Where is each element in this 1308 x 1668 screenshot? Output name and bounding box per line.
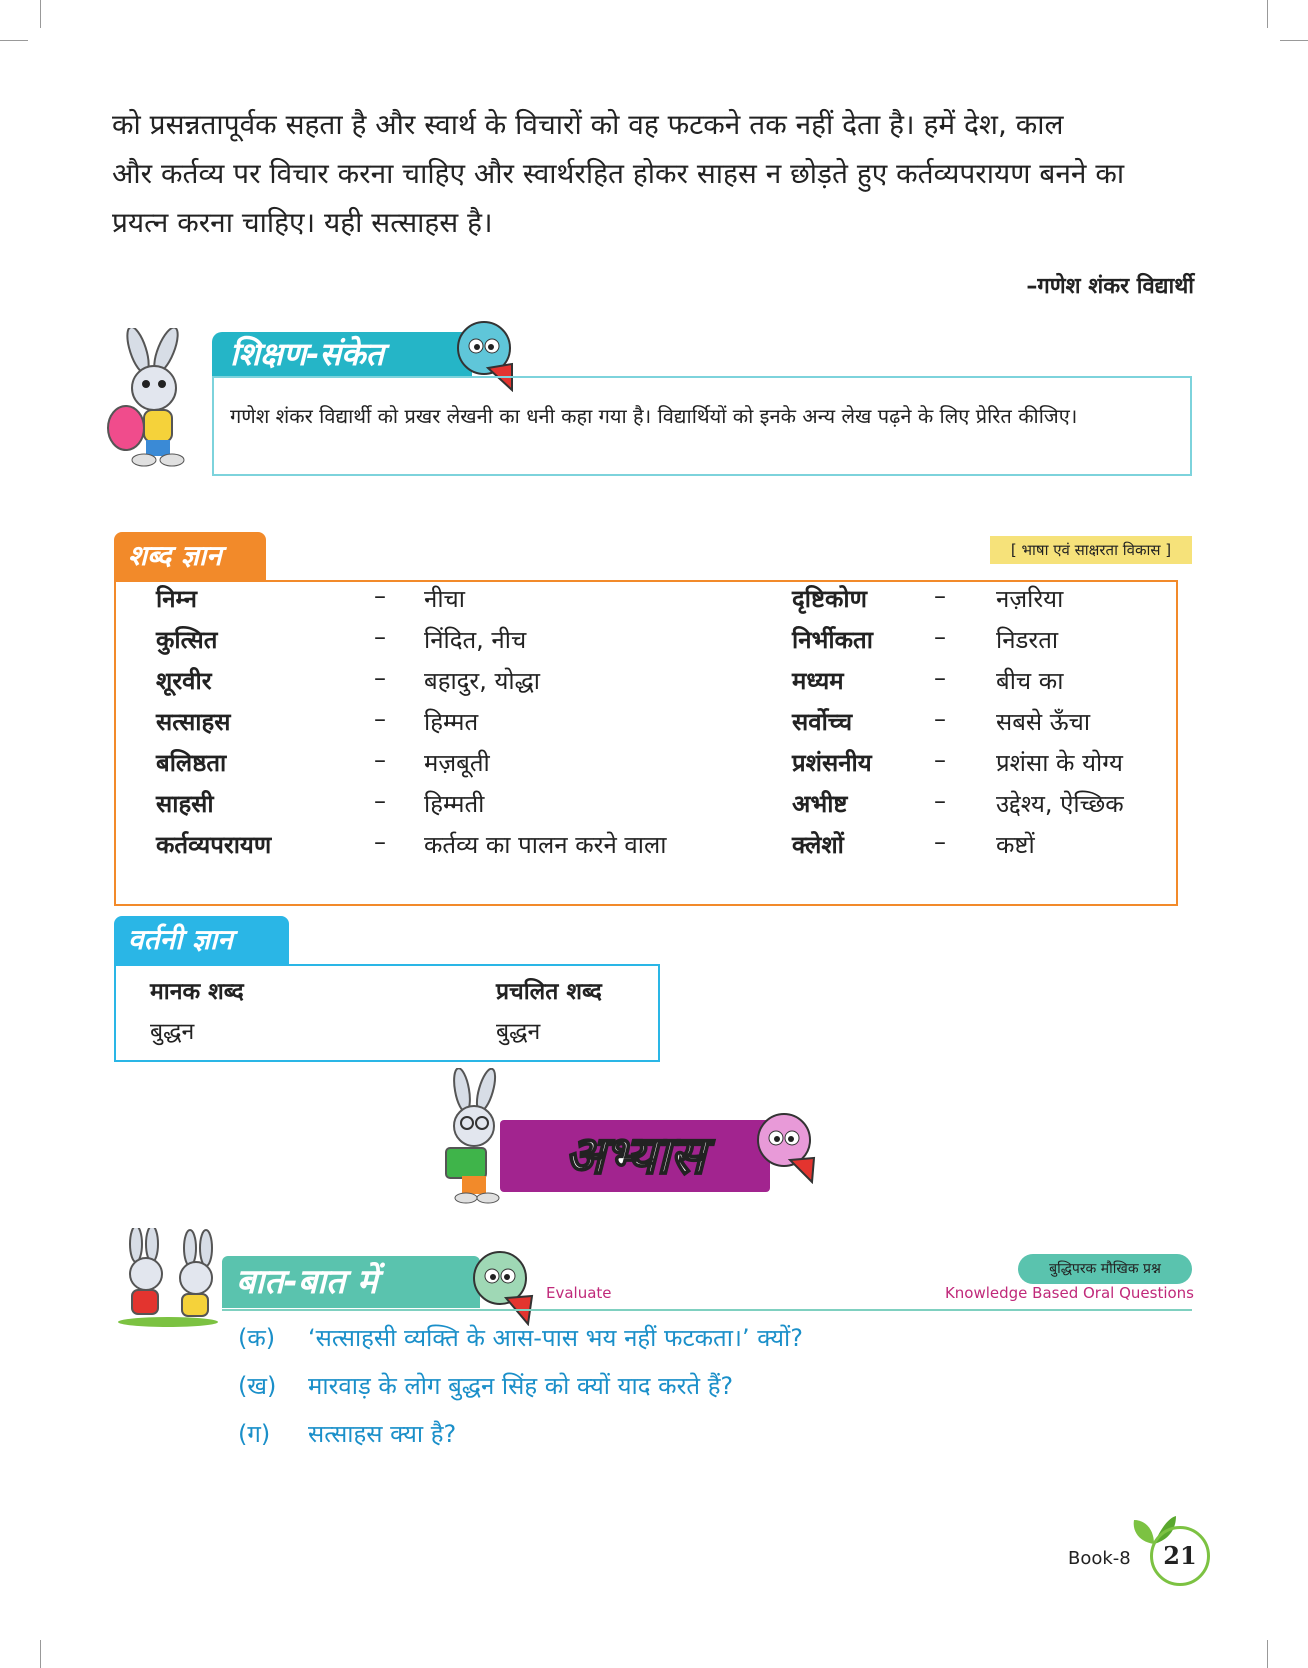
vocab-meaning: हिम्मती (424, 790, 485, 818)
vocab-dash: – (374, 787, 386, 815)
passage (112, 100, 1192, 247)
vocab-word: शूरवीर (156, 667, 212, 695)
evaluate-label: Evaluate (546, 1284, 612, 1302)
question-item (238, 1362, 803, 1410)
passage-line: और कर्तव्य पर विचार करना चाहिए और स्वार्थरहित होकर साहस न छोड़ते हुए कर्तव्यपरायण बनने का (112, 157, 1125, 190)
pink-pencil-mascot-icon (752, 1108, 822, 1184)
rabbit-mascot-icon (100, 328, 204, 468)
question-label: (ग) (238, 1420, 271, 1448)
spelling-col2-value: बुद्धन (496, 1019, 541, 1045)
question-label: (ख) (238, 1372, 277, 1400)
vocab-meaning: सबसे ऊँचा (996, 708, 1091, 736)
question-text: सत्साहस क्या है? (308, 1420, 457, 1448)
vocab-meaning: मज़बूती (424, 749, 490, 777)
vocab-word: मध्यम (792, 667, 844, 695)
spelling-box (114, 964, 660, 1062)
vocab-meaning: प्रशंसा के योग्य (996, 749, 1123, 777)
oral-category-english: Knowledge Based Oral Questions (944, 1284, 1194, 1302)
vocabulary-title: शब्द ज्ञान (114, 532, 266, 580)
vocabulary-box (114, 580, 1178, 906)
oral-category-badge: बुद्धिपरक मौखिक प्रश्न (1018, 1254, 1192, 1284)
vocab-meaning: बहादुर, योद्धा (424, 667, 541, 695)
skill-label: [ भाषा एवं साक्षरता विकास ] (990, 536, 1192, 564)
crop-mark (1267, 1640, 1268, 1668)
teaching-hint-title: शिक्षण-संकेत (212, 332, 472, 376)
vocab-meaning: कष्टों (996, 831, 1035, 859)
vocab-dash: – (374, 705, 386, 733)
vocab-word: दृष्टिकोण (792, 585, 867, 613)
vocab-word: साहसी (156, 790, 214, 818)
crop-mark (40, 1640, 41, 1668)
vocab-dash: – (374, 582, 386, 610)
book-label: Book-8 (1068, 1548, 1131, 1569)
passage-line: को प्रसन्नतापूर्वक सहता है और स्वार्थ के विचारों को वह फटकने तक नहीं देता है। हमें देश, काल (112, 108, 1064, 141)
question-list (238, 1314, 803, 1458)
vocab-meaning: उद्देश्य, ऐच्छिक (996, 790, 1124, 818)
vocab-word: निम्न (156, 585, 197, 613)
vocab-dash: – (934, 623, 946, 651)
vocab-dash: – (934, 705, 946, 733)
oral-questions-title: बात-बात में (222, 1256, 480, 1308)
vocab-dash: – (374, 623, 386, 651)
vocab-meaning: हिम्मत (424, 708, 479, 736)
vocab-word: निर्भीकता (792, 626, 873, 654)
page-number: 21 (1150, 1526, 1210, 1586)
spelling-col2-header: प्रचलित शब्द (496, 979, 602, 1005)
vocab-word: क्लेशों (792, 831, 844, 859)
vocab-meaning: निंदित, नीच (424, 626, 527, 654)
vocab-dash: – (374, 664, 386, 692)
question-item (238, 1410, 803, 1458)
rabbit-pair-icon (108, 1228, 226, 1328)
passage-line: प्रयत्न करना चाहिए। यही सत्साहस है। (112, 206, 493, 239)
vocab-word: अभीष्ट (792, 790, 848, 818)
crop-mark (0, 40, 28, 41)
vocab-word: सत्साहस (156, 708, 231, 736)
vocab-dash: – (934, 787, 946, 815)
vocab-word: कर्तव्यपरायण (156, 831, 272, 859)
vocab-word: प्रशंसनीय (792, 749, 872, 777)
vocab-word: सर्वोच्च (792, 708, 853, 736)
author-credit: –गणेश शंकर विद्यार्थी (1026, 274, 1194, 299)
vocab-meaning: नीचा (424, 585, 465, 613)
vocab-dash: – (934, 746, 946, 774)
spelling-col1-value: बुद्धन (150, 1019, 195, 1045)
crop-mark (40, 0, 41, 28)
crop-mark (1280, 40, 1308, 41)
vocab-dash: – (374, 746, 386, 774)
vocab-word: बलिष्ठता (156, 749, 227, 777)
teaching-hint-box (212, 376, 1192, 476)
vocab-dash: – (934, 828, 946, 856)
vocab-dash: – (934, 582, 946, 610)
question-text: ‘सत्साहसी व्यक्ति के आस-पास भय नहीं फटकता।’ क्यों? (308, 1324, 803, 1352)
divider (222, 1309, 1192, 1311)
vocab-meaning: कर्तव्य का पालन करने वाला (424, 831, 667, 859)
question-item (238, 1314, 803, 1362)
teaching-hint-text: गणेश शंकर विद्यार्थी को प्रखर लेखनी का धनी कहा गया है। विद्यार्थियों को इनके अन्य लेख पढ़ने के लिए प्रेरित कीजिए। (230, 404, 1078, 428)
vocab-dash: – (934, 664, 946, 692)
vocab-meaning: नज़रिया (996, 585, 1064, 613)
exercise-banner: अभ्यास (500, 1120, 770, 1192)
spelling-col1-header: मानक शब्द (150, 979, 244, 1005)
vocab-word: कुत्सित (156, 626, 218, 654)
vocab-meaning: बीच का (996, 667, 1064, 695)
question-label: (क) (238, 1324, 276, 1352)
spelling-title: वर्तनी ज्ञान (114, 916, 289, 964)
question-text: मारवाड़ के लोग बुद्धन सिंह को क्यों याद करते हैं? (308, 1372, 734, 1400)
crop-mark (1267, 0, 1268, 28)
vocab-dash: – (374, 828, 386, 856)
vocab-meaning: निडरता (996, 626, 1059, 654)
